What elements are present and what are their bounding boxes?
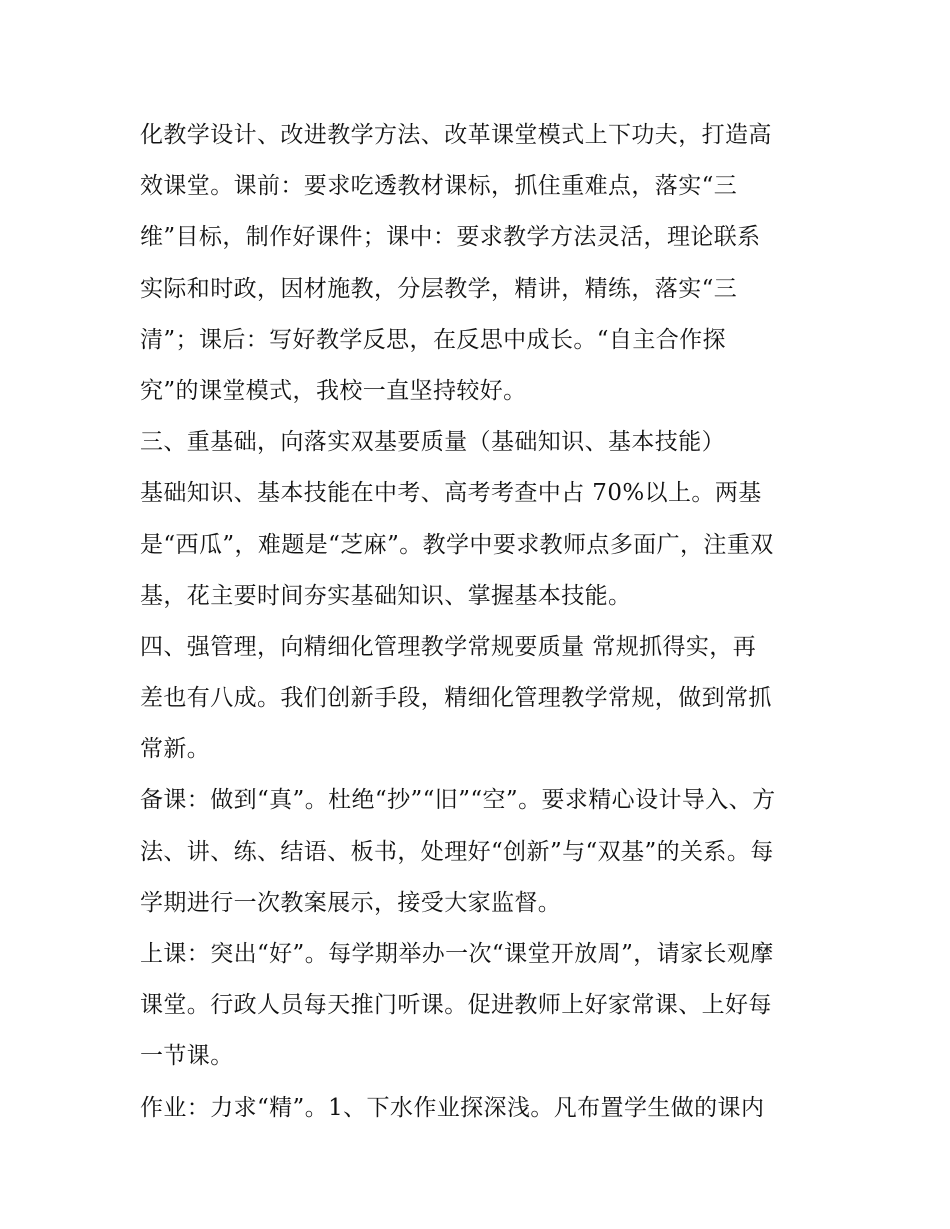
text-line: 课堂。行政人员每天推门听课。促进教师上好家常课、上好每 bbox=[140, 992, 772, 1019]
text-line: 一节课。 bbox=[140, 1043, 234, 1070]
text-line: 差也有八成。我们创新手段，精细化管理教学常规，做到常抓 bbox=[140, 685, 772, 712]
text-line: 法、讲、练、结语、板书，处理好“创新”与“双基”的关系。每 bbox=[140, 838, 774, 865]
text-line: 究”的课堂模式，我校一直坚持较好。 bbox=[140, 377, 527, 404]
section-heading: 四、强管理，向精细化管理教学常规要质量 常规抓得实，再 bbox=[140, 633, 757, 660]
text-line: 清”；课后：写好教学反思，在反思中成长。“自主合作探 bbox=[140, 326, 726, 353]
text-line: 化教学设计、改进教学方法、改革课堂模式上下功夫，打造高 bbox=[140, 122, 772, 148]
text-line: 基础知识、基本技能在中考、高考考查中占 70%以上。两基 bbox=[140, 480, 762, 507]
text-line: 是“西瓜”，难题是“芝麻”。教学中要求教师点多面广，注重双 bbox=[140, 531, 774, 558]
text-line: 学期进行一次教案展示，接受大家监督。 bbox=[140, 889, 562, 916]
text-line: 效课堂。课前：要求吃透教材课标，抓住重难点，落实“三 bbox=[140, 173, 738, 200]
text-line: 基，花主要时间夯实基础知识、掌握基本技能。 bbox=[140, 582, 632, 609]
text-line: 备课：做到“真”。杜绝“抄”“旧”“空”。要求精心设计导入、方 bbox=[140, 787, 776, 814]
text-line: 常新。 bbox=[140, 736, 211, 763]
document-body bbox=[140, 110, 820, 1134]
text-line: 维”目标，制作好课件；课中：要求教学方法灵活，理论联系 bbox=[140, 224, 761, 251]
text-line: 实际和时政，因材施教，分层教学，精讲，精练，落实“三 bbox=[140, 275, 738, 302]
section-heading: 三、重基础，向落实双基要质量（基础知识、基本技能） bbox=[140, 429, 725, 456]
text-line: 上课：突出“好”。每学期举办一次“课堂开放周”，请家长观摩 bbox=[140, 941, 774, 967]
text-line: 作业：力求“精”。1、下水作业探深浅。凡布置学生做的课内 bbox=[140, 1094, 765, 1121]
